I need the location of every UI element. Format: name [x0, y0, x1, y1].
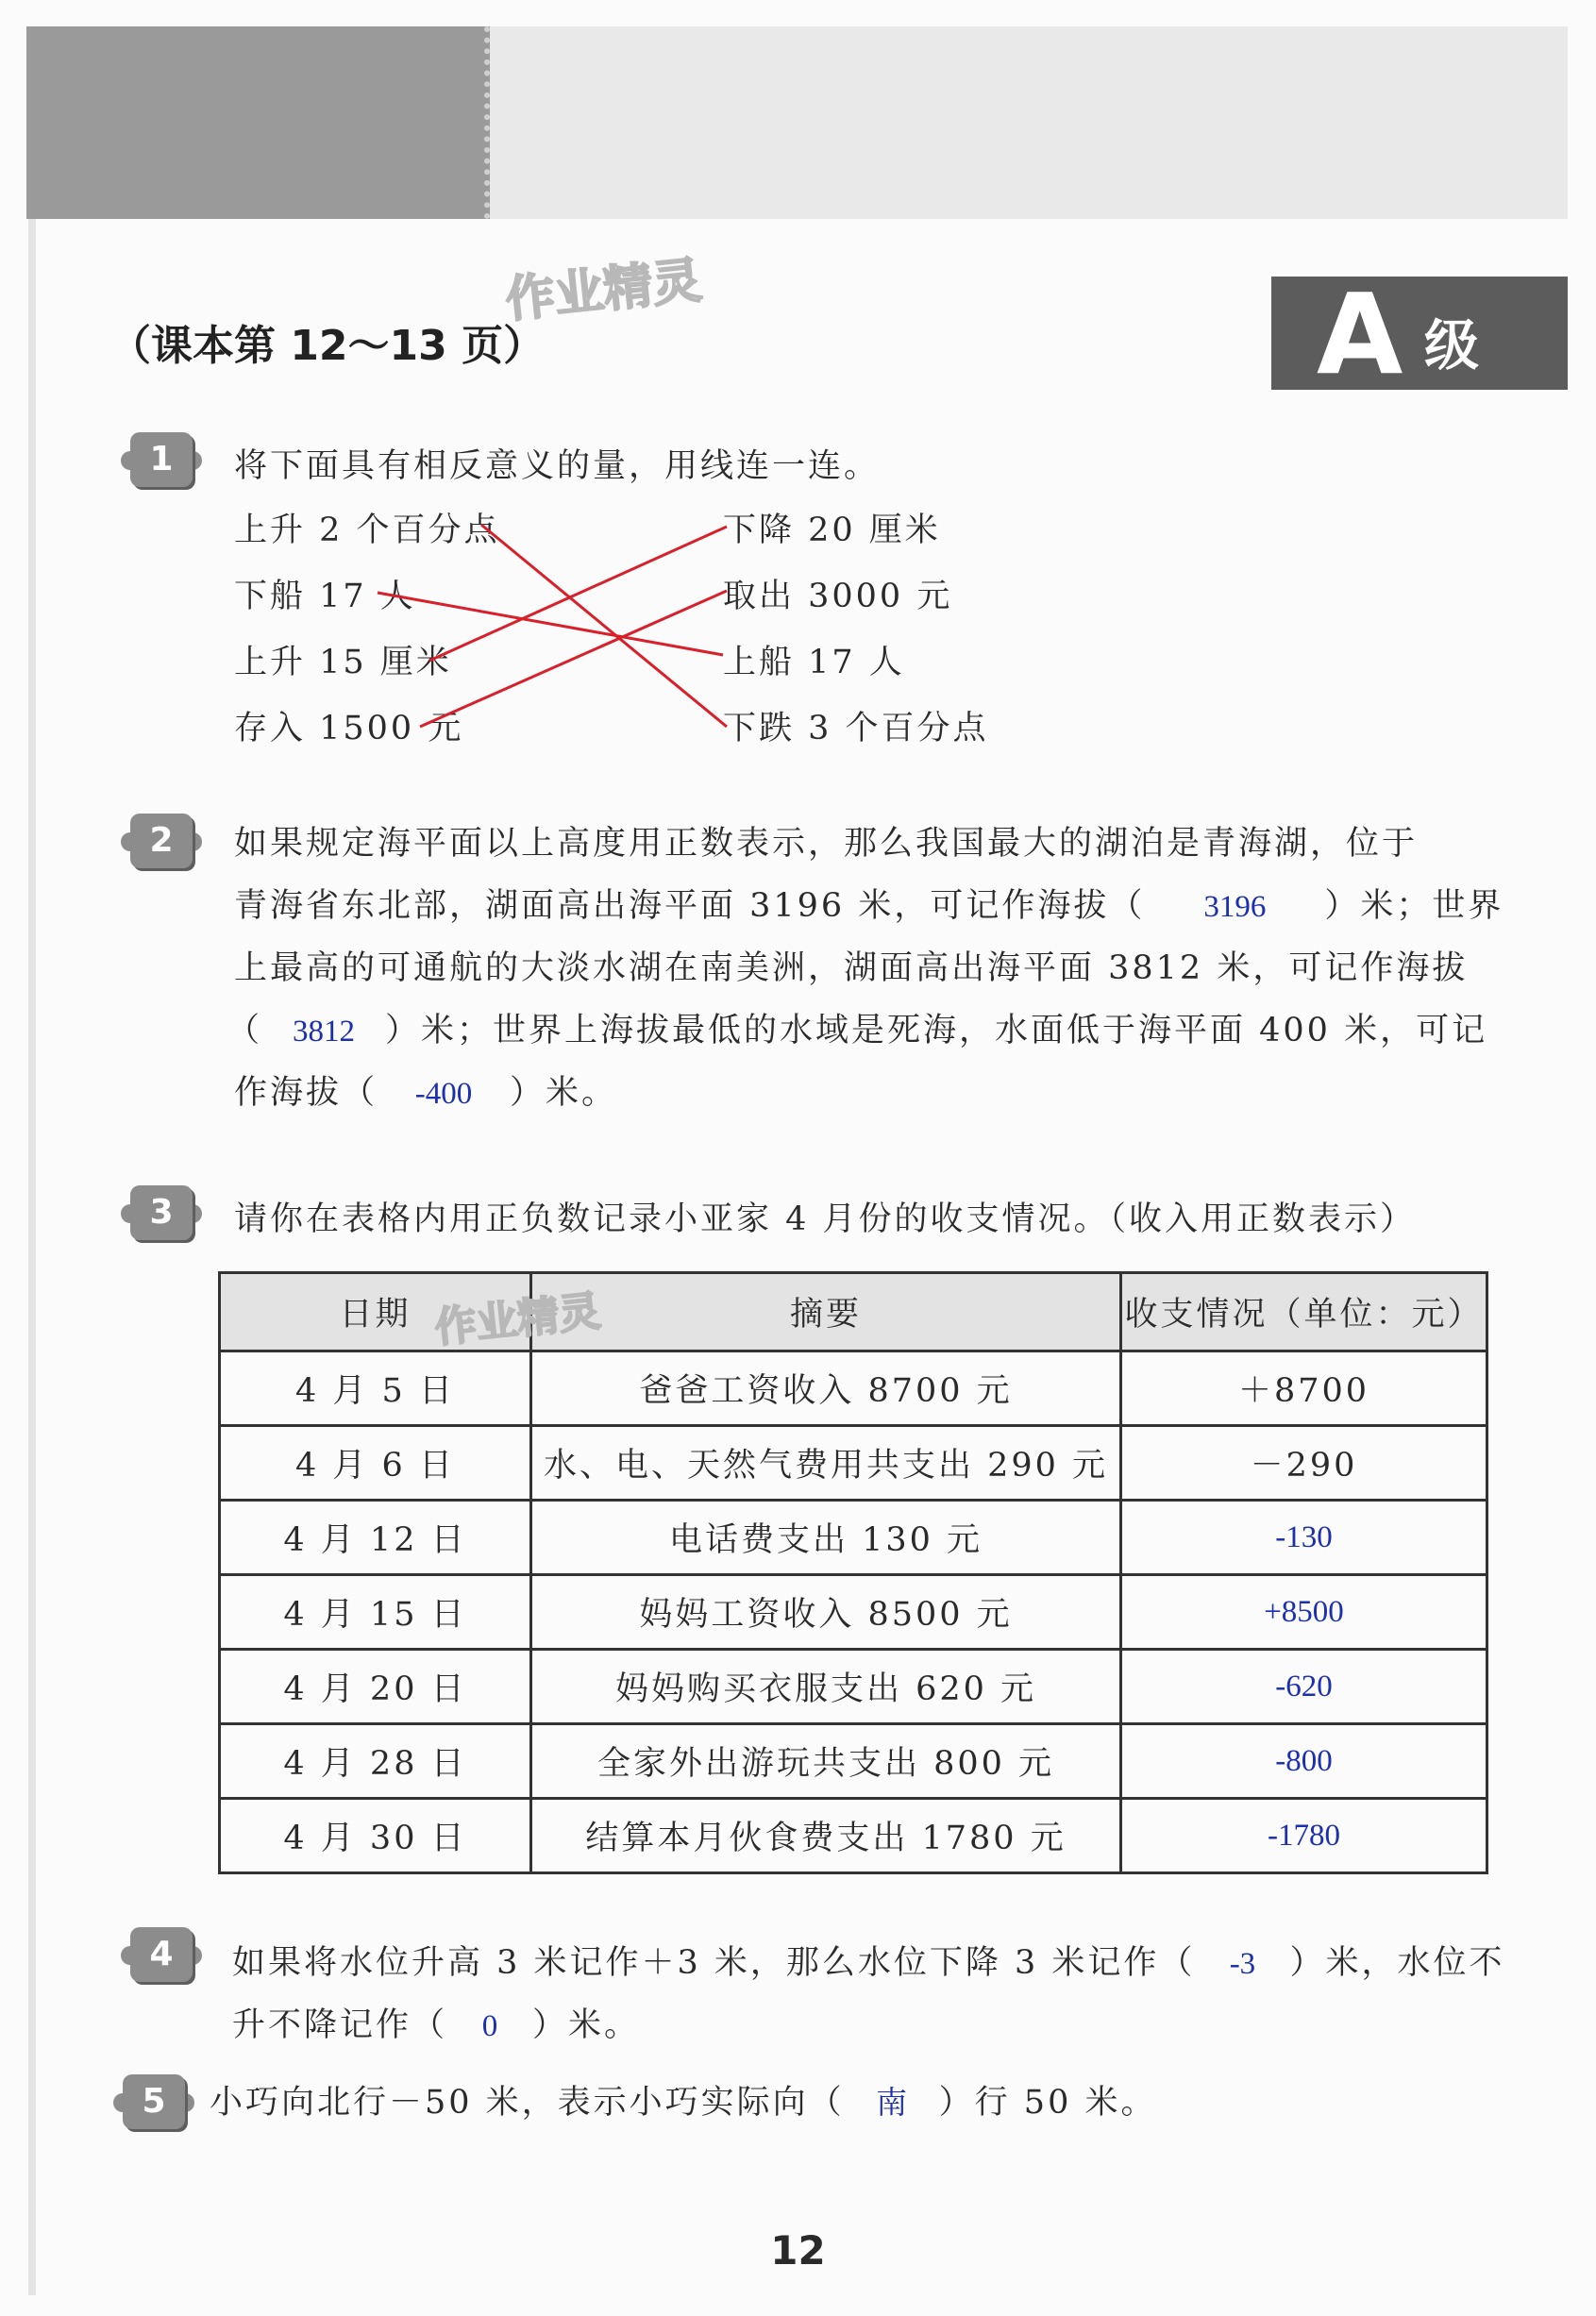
- question-5-number: 5: [142, 2082, 166, 2121]
- table-row: [220, 1724, 1487, 1799]
- row-amount: -800: [1121, 1724, 1487, 1799]
- q1-left-item-1: 上升 2 个百分点: [234, 512, 500, 549]
- question-2-badge: [119, 808, 202, 874]
- question-4-number: 4: [149, 1935, 174, 1973]
- table-row: [220, 1351, 1487, 1426]
- table-row: [220, 1575, 1487, 1650]
- q4-line-1: 如果将水位升高 3 米记作＋3 米，那么水位下降 3 米记作（ -3 ）米，水位不: [232, 1944, 1505, 1982]
- q2-line-2: 青海省东北部，湖面高出海平面 3196 米，可记作海拔（ 3196 ）米；世界: [234, 887, 1504, 925]
- row-date: 4 月 28 日: [220, 1724, 531, 1799]
- row-summary: 结算本月伙食费支出 1780 元: [531, 1799, 1121, 1873]
- row-amount: +8500: [1121, 1575, 1487, 1650]
- q1-right-item-3: 上船 17 人: [723, 644, 905, 681]
- row-summary: 爸爸工资收入 8700 元: [531, 1351, 1121, 1426]
- answer-direction: 南: [876, 2087, 908, 2121]
- row-amount: -620: [1121, 1650, 1487, 1724]
- header-summary: 摘要: [531, 1273, 1121, 1351]
- answer-water-level-down: -3: [1229, 1947, 1256, 1981]
- watermark: 作业精灵: [503, 252, 705, 329]
- match-line-2: [378, 593, 723, 655]
- question-3-prompt: 请你在表格内用正负数记录小亚家 4 月份的收支情况。（收入用正数表示）: [234, 1200, 1417, 1238]
- level-letter: A: [1317, 269, 1403, 399]
- header-date: 日期: [220, 1273, 531, 1351]
- row-amount: ＋8700: [1121, 1351, 1487, 1426]
- q2-line-1: 如果规定海平面以上高度用正数表示，那么我国最大的湖泊是青海湖，位于: [234, 825, 1419, 863]
- page-number: 12: [770, 2227, 826, 2274]
- q1-matching-lines: [0, 0, 1596, 849]
- table-row: [220, 1501, 1487, 1575]
- question-1-prompt: 将下面具有相反意义的量，用线连一连。: [234, 447, 881, 485]
- q1-left-item-3: 上升 15 厘米: [234, 644, 452, 681]
- row-summary: 妈妈购买衣服支出 620 元: [531, 1650, 1121, 1724]
- q1-left-item-2: 下船 17 人: [234, 578, 416, 615]
- answer-water-level-unchanged: 0: [481, 2009, 498, 2043]
- table-row: [220, 1426, 1487, 1501]
- q1-right-item-4: 下跌 3 个百分点: [723, 710, 989, 747]
- question-3-badge: [119, 1180, 202, 1246]
- match-line-4: [420, 591, 727, 727]
- header-amount: 收支情况（单位：元）: [1121, 1273, 1487, 1351]
- page-reference: （课本第 12～13 页）: [109, 322, 546, 370]
- question-2-number: 2: [149, 821, 174, 860]
- row-date: 4 月 5 日: [220, 1351, 531, 1426]
- q1-right-item-1: 下降 20 厘米: [723, 512, 941, 549]
- row-date: 4 月 6 日: [220, 1426, 531, 1501]
- row-date: 4 月 15 日: [220, 1575, 531, 1650]
- level-suffix: 级: [1424, 313, 1480, 378]
- row-date: 4 月 30 日: [220, 1799, 531, 1873]
- q2-line-3: 上最高的可通航的大淡水湖在南美洲，湖面高出海平面 3812 米，可记作海拔: [234, 949, 1469, 987]
- answer-sea-level-2: 3812: [293, 1015, 356, 1049]
- q2-line-5: 作海拔（ -400 ）米。: [234, 1074, 618, 1112]
- row-date: 4 月 12 日: [220, 1501, 531, 1575]
- question-3-number: 3: [149, 1193, 174, 1232]
- row-summary: 妈妈工资收入 8500 元: [531, 1575, 1121, 1650]
- q1-left-item-4: 存入 1500 元: [234, 710, 464, 747]
- row-amount: -1780: [1121, 1799, 1487, 1873]
- question-1-number: 1: [149, 440, 174, 478]
- q1-right-item-2: 取出 3000 元: [723, 578, 953, 615]
- match-line-3: [429, 527, 727, 661]
- table-row: [220, 1799, 1487, 1873]
- row-amount: －290: [1121, 1426, 1487, 1501]
- answer-sea-level-1: 3196: [1203, 890, 1267, 924]
- row-summary: 水、电、天然气费用共支出 290 元: [531, 1426, 1121, 1501]
- row-amount: -130: [1121, 1501, 1487, 1575]
- question-5-badge: [111, 2069, 194, 2135]
- table-row: [220, 1650, 1487, 1724]
- q2-line-4: （ 3812 ）米；世界上海拔最低的水域是死海，水面低于海平面 400 米，可记: [227, 1012, 1488, 1049]
- answer-sea-level-3: -400: [414, 1077, 473, 1111]
- row-summary: 电话费支出 130 元: [531, 1501, 1121, 1575]
- q5-line: 小巧向北行－50 米，表示小巧实际向（ 南 ）行 50 米。: [210, 2076, 1156, 2123]
- row-summary: 全家外出游玩共支出 800 元: [531, 1724, 1121, 1799]
- question-4-badge: [119, 1922, 202, 1988]
- q4-line-2: 升不降记作（ 0 ）米。: [232, 2006, 641, 2044]
- row-date: 4 月 20 日: [220, 1650, 531, 1724]
- income-expense-table: [218, 1271, 1488, 1874]
- match-line-1: [481, 525, 727, 727]
- table-watermark: 作业精灵: [432, 1286, 603, 1353]
